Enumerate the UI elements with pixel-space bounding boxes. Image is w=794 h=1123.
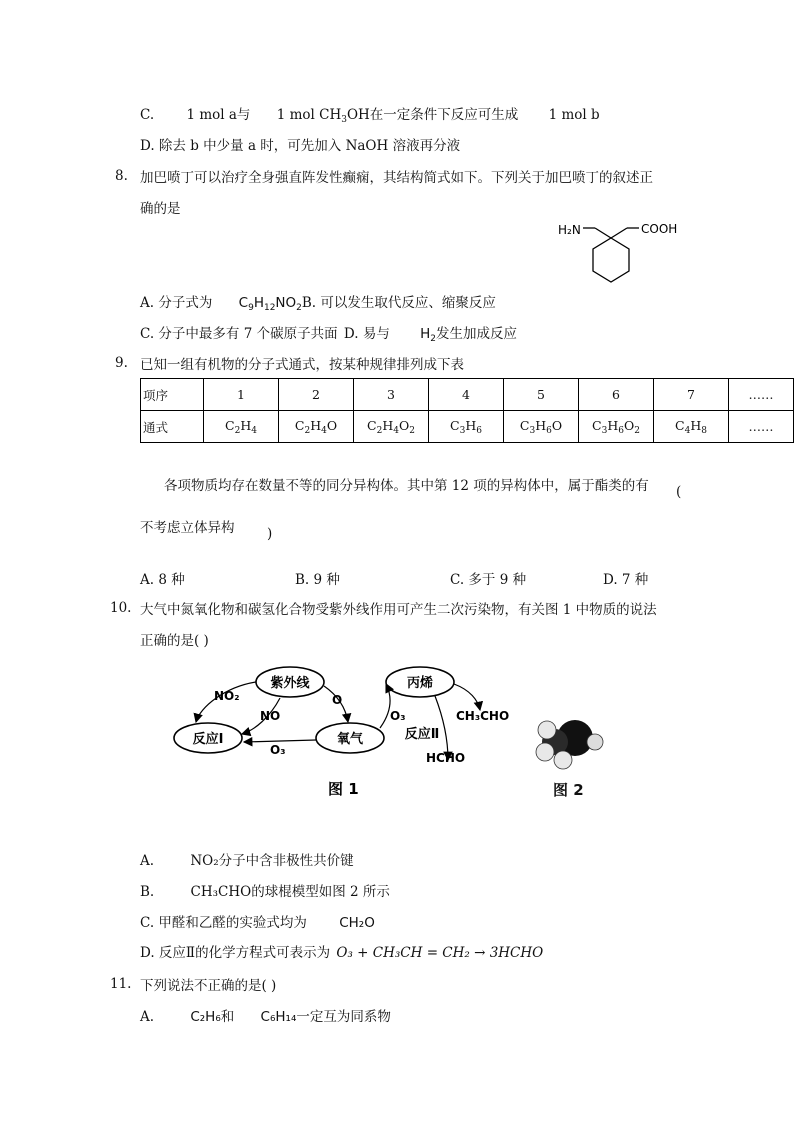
formula-cell — [429, 411, 504, 443]
q8-option-cd — [140, 322, 517, 344]
q10-d-equation: O₃ + CH₃CH = CH₂ → 3HCHO — [336, 945, 544, 961]
formula-subscript: 3 — [529, 425, 536, 436]
q9-number: 9. — [115, 355, 128, 371]
figure-2-ball-model — [535, 716, 605, 776]
node-r2-label: 反应Ⅱ — [404, 727, 440, 742]
q9-option-b: B. 9 种 — [295, 572, 340, 588]
formula-subscript: 4 — [393, 425, 399, 436]
formula-subscript: 2 — [234, 425, 241, 436]
q10-option-d — [140, 941, 543, 961]
q11-a-f2: C₆H₁₄一定互为同系物 — [260, 1009, 391, 1025]
formula-text: C — [450, 417, 460, 433]
label-no: NO — [260, 709, 281, 723]
formula-subscript: 2 — [409, 425, 415, 436]
table-cell: …… — [729, 379, 794, 411]
q9-note-line1: 各项物质均存在数量不等的同分异构体。其中第 12 项的异构体中，属于酯类的有 — [164, 478, 649, 494]
formula-cell — [579, 411, 654, 443]
q9-paren-close: ) — [267, 526, 273, 542]
formula-text: O — [551, 417, 563, 433]
q8-d-text2: 发生加成反应 — [436, 326, 518, 342]
q7-c-text4: 1 mol b — [548, 107, 600, 123]
formula-text: O — [623, 417, 635, 433]
formula-text: O — [326, 417, 338, 433]
q9-option-c: C. 多于 9 种 — [450, 572, 527, 588]
node-propene-label: 丙烯 — [406, 676, 434, 691]
q8-a-label: A. 分子式为 — [140, 295, 213, 311]
q11-option-a — [140, 1005, 391, 1025]
formula-subscript: 8 — [701, 425, 707, 436]
table-cell: 4 — [429, 379, 504, 411]
q8-option-b: B. 可以发生取代反应、缩聚反应 — [301, 295, 496, 311]
q9-stem: 已知一组有机物的分子式通式，按某种规律排列成下表 — [140, 357, 464, 373]
table-cell: 2 — [279, 379, 354, 411]
formula-text: H — [382, 417, 394, 433]
formula-text: H — [240, 417, 252, 433]
formula-subscript: 2 — [376, 425, 383, 436]
formula-cell — [279, 411, 354, 443]
node-r1-label: 反应Ⅰ — [192, 732, 224, 747]
q8-stem-line2: 确的是 — [140, 201, 181, 217]
q7-c-text2: 1 mol $CH_3OH$在一定条件下反应可生成 — [276, 107, 519, 125]
q9-option-a: A. 8 种 — [140, 572, 185, 588]
q11-stem: 下列说法不正确的是( ) — [140, 978, 277, 994]
label-o3-right: O₃ — [390, 709, 406, 723]
q8-a-formula: $C_9H_{12}NO_2$ — [238, 295, 302, 313]
q10-option-b — [140, 880, 390, 900]
table-row-index — [141, 379, 794, 411]
node-o2-label: 氧气 — [336, 732, 364, 747]
formula-subscript: 4 — [321, 425, 327, 436]
struct-cooh-label: COOH — [641, 222, 678, 236]
formula-cell — [729, 411, 794, 443]
q8-option-a — [140, 291, 496, 313]
q10-b-label: B. — [140, 884, 155, 900]
q8-d-formula: $H_2$ — [420, 326, 437, 344]
formula-subscript: 6 — [618, 425, 624, 436]
q10-option-c — [140, 911, 375, 931]
q11-a-f1: C₂H₆和 — [190, 1009, 235, 1025]
formula-text: H — [607, 417, 619, 433]
formula-text: H — [465, 417, 477, 433]
formula-text: C — [675, 417, 685, 433]
table-row-label: 通式 — [141, 411, 204, 443]
formula-text: H — [690, 417, 702, 433]
q10-c-formula: CH₂O — [339, 915, 375, 931]
figure-1-diagram — [170, 662, 530, 802]
label-o3-left: O₃ — [270, 743, 286, 757]
label-no2: NO₂ — [214, 689, 240, 703]
label-o: O — [332, 693, 343, 707]
table-cell: 7 — [654, 379, 729, 411]
figure-1-caption: 图 1 — [328, 780, 359, 798]
table-cell: 6 — [579, 379, 654, 411]
formula-subscript: 3 — [601, 425, 608, 436]
formula-text: O — [398, 417, 410, 433]
formula-text: C — [367, 417, 377, 433]
q10-option-a — [140, 849, 354, 869]
table-cell: 5 — [504, 379, 579, 411]
q9-option-d: D. 7 种 — [603, 572, 649, 588]
struct-nh2-label: H₂N — [558, 223, 581, 237]
q9-note-line2: 不考虑立体异构 — [140, 520, 235, 536]
q8-number: 8. — [115, 168, 128, 184]
q11-a-label: A. — [140, 1009, 155, 1025]
q8-option-c: C. 分子中最多有 7 个碳原子共面 — [140, 326, 338, 342]
q7-option-c — [140, 103, 600, 125]
q7-c-label: C. — [140, 107, 155, 123]
q10-stem-line1: 大气中氮氧化物和碳氢化合物受紫外线作用可产生二次污染物，有关图 1 中物质的说法 — [140, 602, 657, 618]
formula-subscript: 4 — [684, 425, 691, 436]
formula-cell — [654, 411, 729, 443]
q7-option-d: D. 除去 b 中少量 a 时，可先加入 NaOH 溶液再分液 — [140, 138, 461, 154]
table-cell: 3 — [354, 379, 429, 411]
figure-2-caption: 图 2 — [553, 781, 584, 799]
formula-subscript: 3 — [459, 425, 466, 436]
formula-text: C — [294, 417, 305, 433]
formula-subscript: 2 — [634, 425, 640, 436]
q10-d-text: D. 反应Ⅱ的化学方程式可表示为 — [140, 945, 331, 961]
q7-c-text1: 1 mol a与 — [186, 107, 251, 123]
q8-stem-line1: 加巴喷丁可以治疗全身强直阵发性癫痫，其结构简式如下。下列关于加巴喷丁的叙述正 — [140, 170, 653, 186]
label-ch3cho: CH₃CHO — [456, 709, 510, 723]
formula-subscript: 6 — [546, 425, 552, 436]
formula-cell — [204, 411, 279, 443]
node-uv-label: 紫外线 — [270, 676, 310, 691]
formula-cell — [354, 411, 429, 443]
table-row-label: 项序 — [141, 379, 204, 411]
label-hcho: HCHO — [426, 751, 466, 765]
q9-formula-table — [140, 378, 794, 443]
formula-cell — [504, 411, 579, 443]
formula-subscript: 2 — [304, 425, 311, 436]
formula-text: C — [592, 417, 602, 433]
q10-a-label: A. — [140, 853, 155, 869]
formula-text: C — [519, 417, 530, 433]
formula-subscript: 6 — [476, 425, 482, 436]
q10-c-text: C. 甲醛和乙醛的实验式均为 — [140, 915, 307, 931]
q10-stem-line2: 正确的是( ) — [140, 633, 209, 649]
q9-paren-open: ( — [676, 484, 682, 500]
table-cell: 1 — [204, 379, 279, 411]
q11-number: 11. — [110, 976, 132, 992]
formula-text: C — [225, 417, 235, 433]
formula-subscript: 4 — [251, 425, 257, 436]
table-row-formula — [141, 411, 794, 443]
gabapentin-structure — [555, 218, 695, 293]
q8-d-text: D. 易与 — [343, 326, 390, 342]
formula-text: …… — [748, 419, 774, 434]
formula-text: H — [535, 417, 547, 433]
q10-a-text: NO₂分子中含非极性共价键 — [190, 853, 354, 869]
formula-text: H — [310, 417, 322, 433]
q10-number: 10. — [110, 600, 132, 616]
q10-b-text: CH₃CHO的球棍模型如图 2 所示 — [190, 884, 390, 900]
